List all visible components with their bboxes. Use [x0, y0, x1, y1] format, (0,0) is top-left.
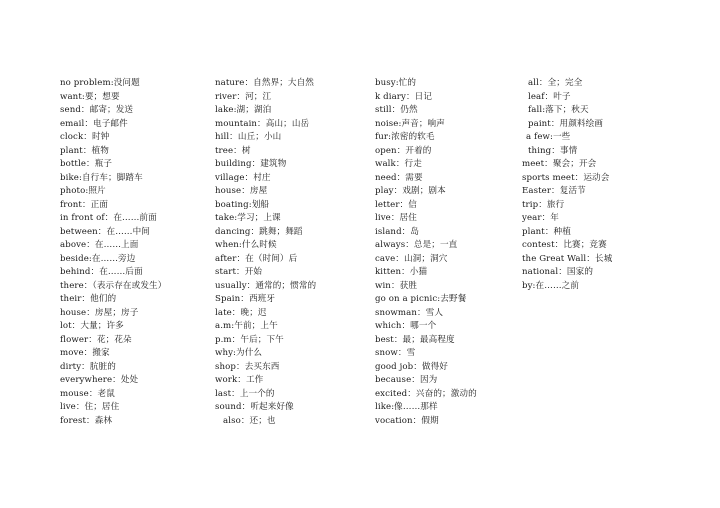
vocab-entry: shop：去买东西: [215, 361, 280, 372]
vocab-entry: between：在……中间: [60, 226, 150, 237]
vocab-entry: year：年: [522, 213, 559, 223]
vocab-entry: all：全；完全: [528, 78, 583, 88]
vocab-column-2: [215, 77, 316, 428]
vocab-entry: flower：花；花朵: [60, 334, 132, 345]
vocab-entry: meet：聚会；开会: [522, 159, 597, 169]
vocab-entry: photo:照片: [60, 186, 106, 196]
vocab-entry: when:什么时候: [215, 240, 277, 250]
vocab-entry: kitten：小猫: [375, 267, 428, 277]
vocab-entry: the Great Wall：长城: [522, 253, 613, 264]
vocab-entry: play：戏剧；剧本: [375, 186, 446, 196]
vocab-entry: after：在（时间）后: [215, 253, 298, 264]
vocab-entry: cave：山洞；洞穴: [375, 253, 448, 264]
vocab-entry: busy:忙的: [375, 78, 417, 88]
vocab-entry: dancing：跳舞；舞蹈: [215, 226, 303, 237]
vocab-entry: everywhere：处处: [60, 375, 139, 385]
vocab-entry: bottle：瓶子: [60, 159, 113, 169]
vocab-entry: go on a picnic:去野餐: [375, 294, 467, 304]
vocab-entry: live：住；居住: [60, 402, 120, 412]
vocab-entry: take:学习；上课: [215, 213, 281, 223]
vocab-entry: there：（表示存在或发生）: [60, 280, 167, 291]
vocab-entry: building：建筑物: [215, 159, 287, 169]
vocab-entry: clock：时钟: [60, 132, 110, 142]
vocab-entry: plant：种植: [522, 226, 571, 237]
vocab-entry: open：开着的: [375, 145, 432, 156]
vocab-entry: a few:一些: [526, 132, 571, 142]
vocab-entry: usually：通常的；惯常的: [215, 280, 317, 291]
vocab-entry: front：正面: [60, 199, 109, 210]
vocab-entry: thing：事情: [528, 145, 578, 156]
vocab-entry: snow：雪: [375, 348, 416, 358]
vocab-entry: still：仍然: [375, 105, 418, 115]
vocab-entry: a.m:午前；上午: [215, 321, 278, 331]
vocab-entry: vocation：假期: [375, 415, 439, 426]
vocab-entry: dirty：肮脏的: [60, 361, 116, 372]
vocab-entry: win：获胜: [375, 280, 418, 291]
vocab-entry: Easter：复活节: [522, 186, 586, 196]
vocab-entry: mouse：老鼠: [60, 388, 115, 399]
vocab-entry: their：他们的: [60, 294, 117, 304]
vocab-entry: late：晚；迟: [215, 307, 267, 318]
vocab-entry: live：居住: [375, 213, 417, 223]
vocab-entry: house：房屋: [215, 186, 268, 196]
vocab-entry: noise:声音；响声: [375, 118, 445, 129]
vocab-entry: Spain：西班牙: [215, 294, 276, 304]
vocab-column-1: [60, 77, 166, 428]
vocab-entry: excited：兴奋的；激动的: [375, 388, 477, 399]
vocab-entry: need：需要: [375, 172, 423, 183]
vocab-entry: work：工作: [215, 375, 264, 385]
vocab-entry: hill：山丘；小山: [215, 132, 282, 142]
vocab-entry: above：在……上面: [60, 240, 139, 250]
vocab-entry: island：岛: [375, 226, 420, 237]
vocab-entry: forest：森林: [60, 415, 113, 426]
vocab-entry: lot：大量；许多: [60, 321, 124, 331]
vocab-entry: always：总是；一直: [375, 240, 458, 250]
vocab-entry: sound：听起来好像: [215, 402, 294, 412]
vocab-entry: tree：树: [215, 145, 251, 156]
vocab-entry: by:在……之前: [522, 280, 580, 291]
vocab-entry: boating:划船: [215, 199, 270, 210]
vocab-entry: move：搬家: [60, 348, 110, 358]
vocab-entry: plant：植物: [60, 145, 109, 156]
vocab-entry: nature：自然界；大自然: [215, 78, 314, 88]
vocab-entry: river：河；江: [215, 91, 272, 102]
vocab-entry: leaf：叶子: [528, 91, 571, 102]
vocab-entry: last：上一个的: [215, 388, 275, 399]
vocab-entry: fall:落下；秋天: [528, 105, 589, 115]
vocab-entry: bike:自行车；脚踏车: [60, 172, 143, 183]
vocab-entry: fur:浓密的软毛: [375, 132, 435, 142]
vocab-entry: contest：比赛；竞赛: [522, 240, 607, 250]
vocab-entry: k diary：日记: [375, 91, 433, 102]
vocab-entry: snowman：雪人: [375, 307, 444, 318]
vocab-entry: beside:在……旁边: [60, 253, 136, 264]
vocab-entry: house：房屋；房子: [60, 307, 139, 318]
vocab-entry: start：开始: [215, 267, 263, 277]
vocab-entry: national：国家的: [522, 267, 594, 277]
vocab-entry: walk：行走: [375, 159, 422, 169]
vocab-entry: village：村庄: [215, 172, 271, 183]
vocab-entry: best：最；最高程度: [375, 334, 455, 345]
vocab-entry: sports meet：运动会: [522, 172, 610, 183]
vocab-entry: like:像……那样: [375, 402, 438, 412]
vocab-entry: which：哪一个: [375, 321, 437, 331]
vocab-entry: also：还；也: [223, 415, 276, 426]
vocab-entry: letter：信: [375, 199, 417, 210]
vocab-entry: mountain：高山；山岳: [215, 118, 310, 129]
vocab-entry: p.m：午后；下午: [215, 334, 284, 345]
vocab-entry: good job：做得好: [375, 361, 448, 372]
vocab-entry: send：邮寄；发送: [60, 105, 134, 115]
vocab-entry: no problem:没问题: [60, 78, 140, 88]
vocab-entry: email：电子邮件: [60, 118, 128, 129]
vocab-entry: because：因为: [375, 375, 438, 385]
vocab-column-4: [522, 77, 612, 293]
vocab-entry: why:为什么: [215, 348, 263, 358]
vocab-entry: in front of：在……前面: [60, 213, 157, 223]
vocab-column-3: [375, 77, 477, 428]
vocab-entry: paint：用颜料绘画: [528, 118, 604, 129]
vocab-entry: lake:湖；湖泊: [215, 105, 272, 115]
vocab-entry: behind：在……后面: [60, 267, 143, 277]
vocab-entry: want:要；想要: [60, 91, 120, 102]
vocab-entry: trip：旅行: [522, 199, 565, 210]
